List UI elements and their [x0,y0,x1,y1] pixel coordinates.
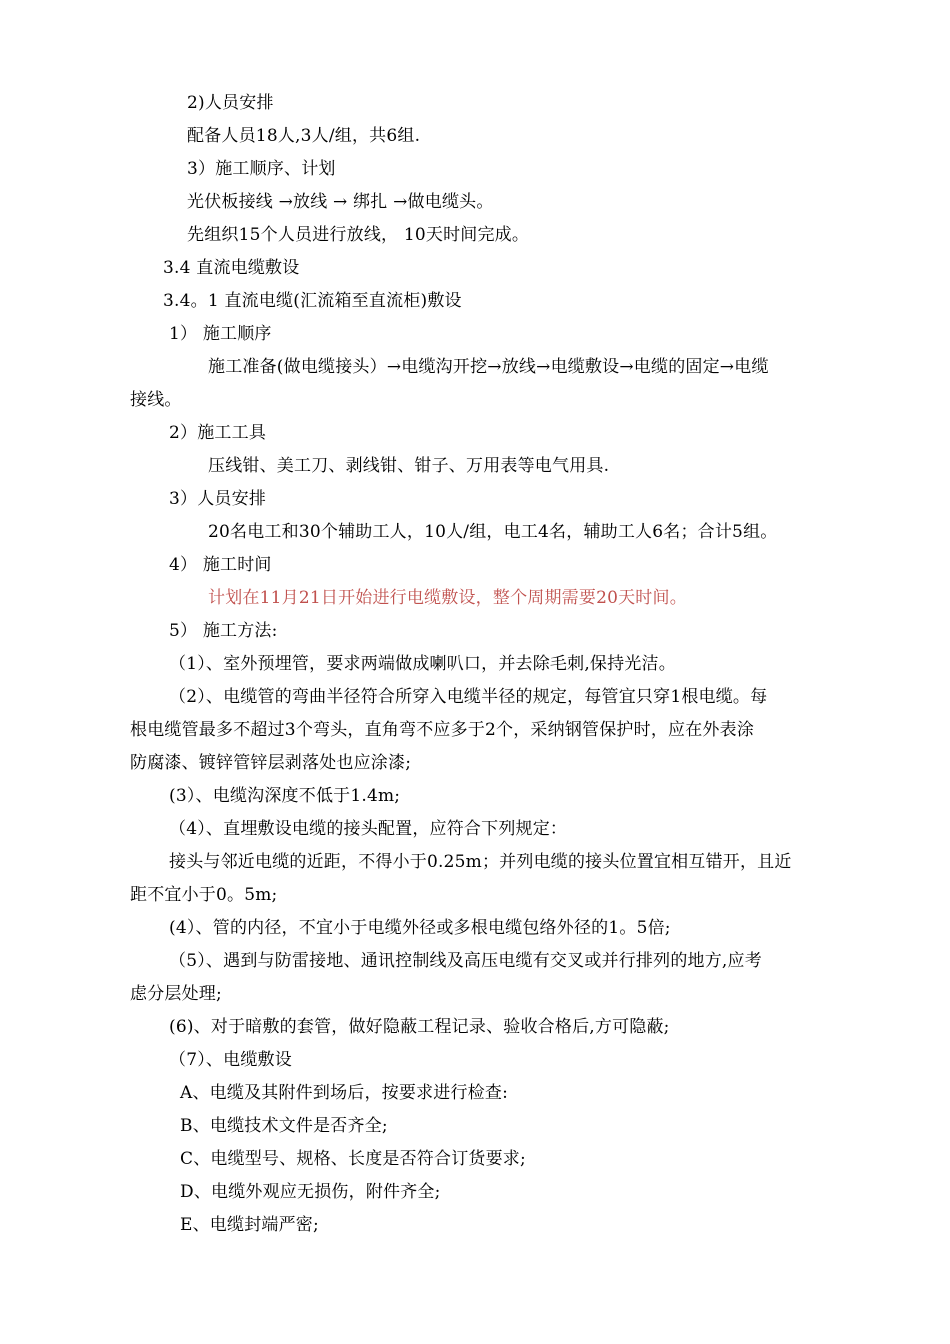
heading-personnel-arrangement: 2)人员安排 [187,93,274,113]
paragraph-line: 配备人员18人,3人/组，共6组. [187,126,421,146]
paragraph-line: (3）、电缆沟深度不低于1.4m; [169,786,401,806]
paragraph-line: 距不宜小于0。5m; [130,885,278,905]
paragraph-line: （7）、电缆敷设 [169,1050,292,1070]
list-item-a: A、电缆及其附件到场后，按要求进行检查: [180,1083,509,1103]
paragraph-line: 防腐漆、镀锌管锌层剥落处也应涂漆; [130,753,412,773]
paragraph-line: 施工准备(做电缆接头）→电缆沟开挖→放线→电缆敷设→电缆的固定→电缆 [208,357,769,377]
heading-personnel-arrangement: 3）人员安排 [169,489,267,509]
highlighted-schedule-line: 计划在11月21日开始进行电缆敷设，整个周期需要20天时间。 [208,588,687,608]
paragraph-line: （2）、电缆管的弯曲半径符合所穿入电缆半径的规定，每管宜只穿1根电缆。每 [169,687,768,707]
list-item-e: E、电缆封端严密; [180,1215,319,1235]
heading-construction-method: 5） 施工方法: [169,621,278,641]
heading-construction-sequence-plan: 3）施工顺序、计划 [187,159,336,179]
paragraph-line: （5）、遇到与防雷接地、通讯控制线及高压电缆有交叉或并行排列的地方,应考 [169,951,762,971]
paragraph-line: 20名电工和30个辅助工人，10人/组，电工4名，辅助工人6名；合计5组。 [208,522,778,542]
subsection-heading-3-4-1: 3.4。1 直流电缆(汇流箱至直流柜)敷设 [163,291,462,311]
paragraph-line: 接线。 [130,390,182,410]
heading-construction-tools: 2）施工工具 [169,423,267,443]
paragraph-line: （4）、直埋敷设电缆的接头配置，应符合下列规定： [169,819,568,839]
paragraph-line: 光伏板接线 →放线 → 绑扎 →做电缆头。 [187,192,494,212]
heading-construction-time: 4） 施工时间 [169,555,272,575]
paragraph-line: （1）、室外预埋管，要求两端做成喇叭口，并去除毛刺,保持光洁。 [169,654,676,674]
section-heading-3-4: 3.4 直流电缆敷设 [163,258,300,278]
paragraph-line: 接头与邻近电缆的近距，不得小于0.25m；并列电缆的接头位置宜相互错开，且近 [169,852,792,872]
paragraph-line: 根电缆管最多不超过3个弯头，直角弯不应多于2个，采纳钢管保护时，应在外表涂 [130,720,755,740]
paragraph-line: 虑分层处理; [130,984,222,1004]
list-item-b: B、电缆技术文件是否齐全; [180,1116,388,1136]
paragraph-line: 压线钳、美工刀、剥线钳、钳子、万用表等电气用具. [208,456,610,476]
paragraph-line: 先组织15个人员进行放线， 10天时间完成。 [187,225,530,245]
paragraph-line: (4）、管的内径，不宜小于电缆外径或多根电缆包络外径的1。5倍; [169,918,671,938]
heading-construction-sequence: 1） 施工顺序 [169,324,272,344]
list-item-c: C、电缆型号、规格、长度是否符合订货要求; [180,1149,526,1169]
paragraph-line: (6)、对于暗敷的套管，做好隐蔽工程记录、验收合格后,方可隐蔽; [169,1017,670,1037]
list-item-d: D、电缆外观应无损伤，附件齐全; [180,1182,441,1202]
